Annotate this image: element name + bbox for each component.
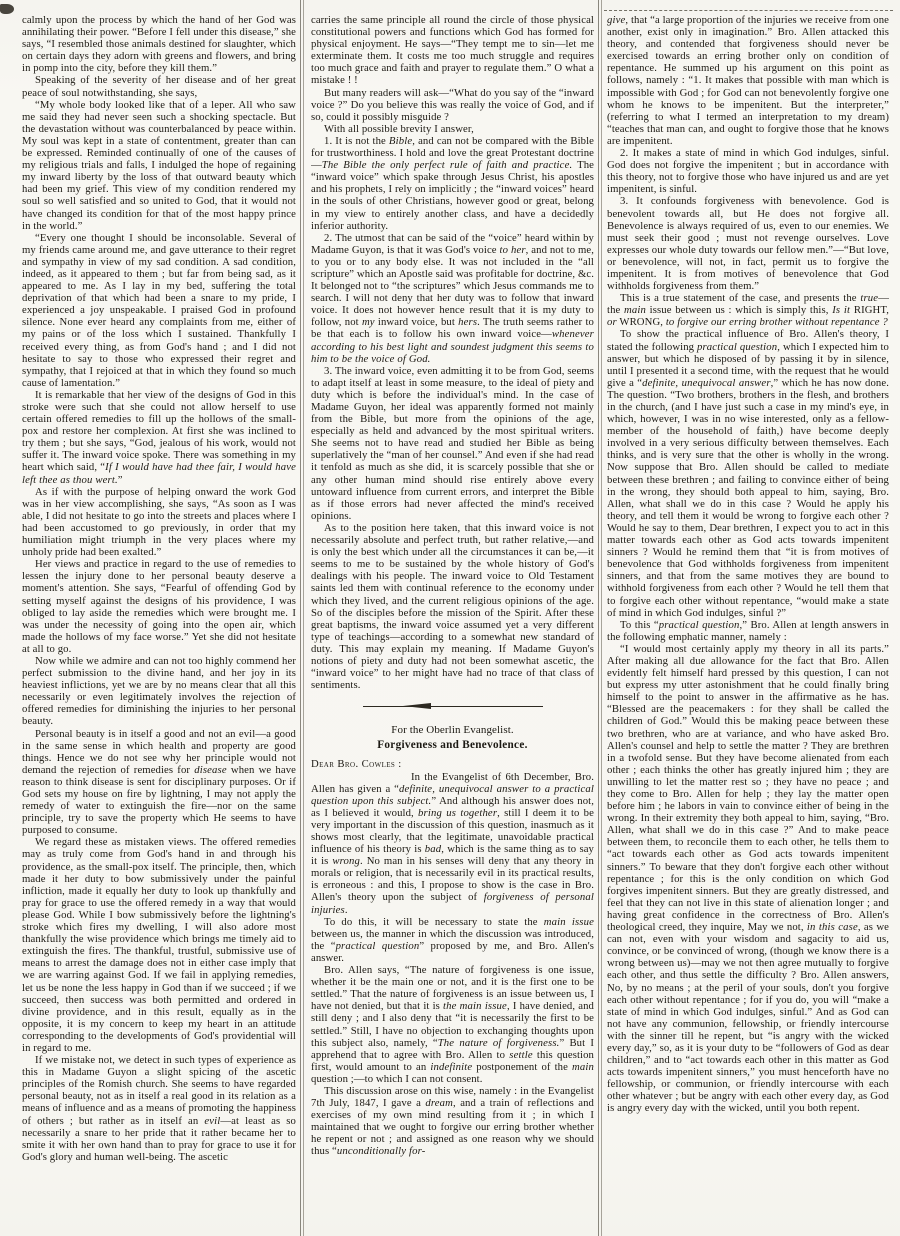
paragraph: give, that “a large proportion of the injuries we receive from one another, exist only in imagination.” Bro. Allen attacked this theory, and contended that forgiveness should never be exercised towards an erring brother only on condition of repentance. He summed up his argument on this point as follows, namely : “1. It makes that possible with man which is impossible with God ; for God can not benevolently forgive one whom he knows to be impenitent. But the interpreter,” (referring to what I termed an interpretation to my dream) “teaches that man can, and ought to forgive those that he knows are impenitent. [607, 14, 889, 147]
paragraph: Now while we admire and can not too highly commend her perfect submission to the divine hand, and her joy in its heaviest inflictions, yet we are by no means clear that all this necessarily or even legitimately involves the rejection of offered remedies for diminishing the injuries to her personal beauty. [22, 654, 296, 728]
paragraph: But many readers will ask—“What do you say of the “inward voice ?” Do you believe this was really the voice of God, and if so, could it possibly misguide ? [311, 86, 594, 123]
section-divider-rule [363, 702, 543, 712]
article-title: Forgiveness and Benevolence. [377, 739, 528, 752]
salutation: Dear Bro. Cowles : [311, 758, 402, 771]
paragraph: 3. The inward voice, even admitting it to be from God, seems to adapt itself at least in some measure, to the ideal of piety and duty which is before the individual's mind. In the case of Madame Guyon, her ideal was apparently formed not mainly from the Bible, but more from the opinions of the age, especially as held and advanced by the most spiritual writers. She seems not to have read and studied her Bible as being superlatively the “man of her counsel.” And even if she had read it tenfold as much as she did, it is scarcely possible that she or any other human mind should rise entirely above every untoward influence from current errors, and interpret the Bible as if those errors had never affected the mind's received opinions. [311, 364, 594, 522]
article-source-line: For the Oberlin Evangelist. [391, 724, 514, 737]
paragraph: 1. It is not the Bible, and can not be compared with the Bible for trustworthiness. I hold and love the great Protestant doctrine—The Bible the only perfect rule of faith and practice. The “inward voice” which spake through Jesus Christ, his apostles and his prophets, I rely on implicitly ; the “inward voices” heard in the souls of other Christians, however good or great, belong in my view to entirely another class, and have a decidedly inferior authority. [311, 134, 594, 232]
paragraph: As to the position here taken, that this inward voice is not necessarily absolute and perfect truth, but rather relative,—and is only the best which under all the circumstances it can be,—it seems to me to be sustained by the whole history of God's dealings with his people. The inward voice to Old Testament saints led them with continual reference to the economy under which they lived, and the current religious opinions of the age. So of the disciples before the mission of the Spirit. After these great baptisms, the inward voice assumed yet a very different type of teachings—according to a somewhat new standard of duty. This may explain my meaning. If Madame Guyon's notions of piety and duty had not been somewhat ascetic, the “inward voice” to her might have had no trace of that class of sentiments. [311, 521, 594, 692]
column-separator-rule [598, 0, 602, 1236]
paragraph: This is a true statement of the case, and presents the true—the main issue between us : which is simply this, Is it RIGHT, or WRONG, to forgive our erring brother without repentance ? [607, 292, 889, 329]
paragraph: It is remarkable that her view of the designs of God in this stroke were such that she could not allow herself to use certain offered remedies to fill up the hollows of the small-pox and restore her complexion. At first she was inclined to try them ; but she says, “God, jealous of his work, would not suffer it. The inward voice spoke. There was something in my heart which said, “If I would have had thee fair, I would have left thee as thou wert.” [22, 388, 296, 486]
column-1 [22, 14, 296, 1230]
paragraph: This discussion arose on this wise, namely : in the Evangelist 7th July, 1847, I gave a dream, and a train of reflections and exercises of my own mind resulting from it ; in which I maintained that we ought to forgive our erring brother whether he repent or not ; and assigned as one reason why we should thus “unconditionally for- [311, 1084, 594, 1158]
paragraph: 2. The utmost that can be said of the “voice” heard within by Madame Guyon, is that it was God's voice to her, and not to me, to you or to any body else. It was not included in the “all scripture” which an Apostle said was profitable for doctrine, &c. It belonged not to “the scriptures” which Jesus commands me to search. I will not deny that her duty was to follow that inward voice. It does not however hence result that it is my duty to follow, not my inward voice, but hers. The truth seems rather to be that each is to follow his own inward voice—whenever according to his best light and soundest judgment this seems to him to be the voice of God. [311, 231, 594, 365]
paragraph: Personal beauty is in itself a good and not an evil—a good in the same sense in which health and property are good things. Hence we do not see why her principle would not demand the rejection of remedies for disease when we have reason to think disease is sent for disciplinary purposes. Or if God sets my house on fire by lightning, I may not apply the remedy of water to extinguish the fire—nor on the same principle, try to save the property which He seems to have purposed to consume. [22, 727, 296, 837]
paragraph: “My whole body looked like that of a leper. All who saw me said they had never seen such a shocking spectacle. But the devastation without was counterbalanced by peace within. My soul was kept in a state of contentment, greater than can be expressed. Reminded continually of one of the causes of my religious trials and falls, I indulged the hope of regaining my inward liberty by the loss of that outward beauty which had been my grief. This view of my condition rendered my soul so well satisfied and so united to God, that it would not have changed its condition for that of the most happy prince in the world.” [22, 98, 296, 232]
paragraph: Her views and practice in regard to the use of remedies to lessen the injury done to her personal beauty deserve a moment's attention. She says, “Fearful of offending God by setting myself against the designs of his providence, I was obliged to lay aside the remedies which were brought me. I was under the necessity of going into the open air, which made the hollows of my face worse.” Yet she did not hesitate at all to go. [22, 558, 296, 655]
paragraph: To do this, it will be necessary to state the main issue between us, the manner in which the discussion was introduced, the “practical question” proposed by me, and Bro. Allen's answer. [311, 915, 594, 964]
paragraph: We regard these as mistaken views. The offered remedies may as truly come from God's hand in and through his providence, as the small-pox itself. The principle, then, which made it her duty to bow submissively under the painful infliction, made it equally her duty to look up thankfully and pray for grace to use the offered remedy in a way that would please God. While I bow submissively before the lightning's stroke which fires my dwelling, I will also adore most thankfully the wise providence which brings me timely aid to extinguish the fires. The thankful, trustful, submissive use of means to arrest the damage does not in either case imply that we are warring against God. If we fail in applying remedies, let us be none the less happy in God than if we succeed ; if we succeed, then success was both permitted and ordered in divine providence, and in this result, equally as in the opposite, it is my concern to keep my heart in an attitude corresponding to the developments of God's providential will in regard to me. [22, 836, 296, 1054]
paragraph: carries the same principle all round the circle of those physical constitutional powers and functions which God has formed for physical enjoyment. He says—“They tempt me to sin—let me exterminate them. It costs me too much struggle and requires too much grace and faith and prayer to regulate them.” O what a mistake ! ! [311, 14, 594, 87]
paragraph: “Every one thought I should be inconsolable. Several of my friends came around me, and gave utterance to their regret and sympathy in view of my sad condition. A sad condition, indeed, as it appeared to them ; but far from being sad, as it appeared to me. As I lay in my bed, suffering the total deprivation of that which had been a snare to my pride, I experienced a joy unspeakable. I praised God in profound silence. None ever heard any complaints from me, either of my pains or of the loss which I sustained. Thankfully I received every thing, as from God's hand ; and I did not hesitate to say to those who expressed their regret and sympathy, that I rejoiced at that in which they found so much cause of lamentation.” [22, 231, 296, 389]
column-separator-rule [300, 0, 304, 1236]
divider-arrow-icon [403, 703, 431, 709]
column-3 [607, 14, 889, 1230]
paragraph: As if with the purpose of helping onward the work God was in her view accomplishing, she says, “As soon as I was able, I did not hesitate to go into the streets and places where I had been accustomed to go previously, in order that my humiliation might triumph in the very places where my unholy pride had been exalted.” [22, 485, 296, 559]
paragraph: 3. It confounds forgiveness with benevolence. God is benevolent towards all, but He does not forgive all. Benevolence is always required of us, even to our enemies. We must seek their good ; must not revenge ourselves. Love expresses our whole duty towards our fellow men.”—“But love, or benevolence, will not, in fact, permit us to forgive the impenitent. It is from motives of benevolence that God withholds forgiveness from them.” [607, 195, 889, 293]
column-3-top-rule [604, 10, 893, 11]
letter-opening-paragraph: In the Evangelist of 6th December, Bro. Allen has given a “definite, unequivocal answer to a practical question upon this subject.” And although his answer does not, as I believed it would, bring us together, still I deem it to be very important in the discussion of this question, inasmuch as it shows most clearly, that the legitimate, unavoidable practical influence of his theory is bad, which is the same thing as to say it is wrong. No man in his senses will deny that any theory in morals or religion, that is necessarily evil in its practical results, is erroneous : and this, I propose to show is the case in Bro. Allen's theory upon the subject of forgiveness of personal injuries. [311, 770, 594, 916]
column-2 [311, 14, 594, 1230]
scan-artifact [0, 4, 14, 14]
paragraph: Bro. Allen says, “The nature of forgiveness is one issue, whether it be the main one or not, and it is the first one to be settled.” That the nature of forgiveness is an issue between us, I have not denied, but that it is the main issue, I have denied, and still deny ; and I also deny that “it is necessarily the first to be settled.” Still, I have no objection to exchanging thoughts upon this subject also, namely, “The nature of forgiveness.” But I apprehend that to agree with Bro. Allen to settle this question first, would amount to an indefinite postponement of the main question ;—to which I can not consent. [311, 964, 594, 1085]
paragraph: If we mistake not, we detect in such types of experience as this in Madame Guyon a slight spicing of the ascetic principles of the Romish church. She seems to have regarded personal beauty, not as in itself a real good in its relation as a means of influence and as a means of promoting the happiness of others ; but rather as in itself an evil—at least as so necessarily a snare to her pride that it rather became her to smite it with her own hand than to pray for grace to use it for God's glory and human well-being. The ascetic [22, 1054, 296, 1163]
paragraph: To show the practical influence of Bro. Allen's theory, I stated the following practical question, which I expected him to answer, but which he disposed of by passing it by in silence, until I presented it a second time, with the request that he would give a “definite, unequivocal answer,” which he has now done. The question. “Two brothers, brothers in the flesh, and brothers in the church, (and I have just such a case in my mind's eye, in which, however, I was in no wise interested, only as a fellow-member of the household of faith,) have become deeply involved in a very serious difficulty between themselves. Each thinks, and is very sure that the other is wholly in the wrong. Now suppose that Bro. Allen should be called to mediate between these brethren ; and failing to convince either of being in the wrong, they should both appeal to him, saying, Bro. Allen, what shall we do in this case ? Would he apply his theory, and tell them it would be wrong to forgive each other ? Would he say to them, Dear brethren, I expect you to act in this matter towards each other as God acts towards impenitent sinners ? Would he remind them that “it is from motives of benevolence that God withholds forgiveness from impenitent sinners, and that from the same motives they are bound to withhold forgiveness from each other ? Would he tell them that to forgive each other without repentance, “would make a state of mind in which God indulges, sinful ?” [607, 328, 889, 619]
paragraph: With all possible brevity I answer, [324, 122, 474, 135]
paragraph: Speaking of the severity of her disease and of her great peace of soul notwithstanding, she says, [22, 74, 296, 99]
paragraph: To this “practical question,” Bro. Allen at length answers in the following emphatic manner, namely : [607, 618, 889, 643]
paragraph: “I would most certainly apply my theory in all its parts.” After making all due allowance for the fact that Bro. Allen evidently felt himself hard pressed by this question, I can not but express my utter astonishment that he could finally bring himself to the point to answer in the affirmative as he has. “Blessed are the peacemakers : for they shall be called the children of God.” Would this be making peace between these two brethren, who are at variance, and who have asked Bro. Allen's counsel and help to settle the matter ? They are brethren in a twofold sense. But they have become alienated from each other ; each thinks the other has greatly injured him ; they are unwilling to let the matter rest so ; they have no peace ; and they come to Bro. Allen for help ; they lay the matter open before him ; he labors in vain to convince either of being in the wrong. In their extremity they both appeal to him, saying, “Bro. Allen, what shall we do in this case ?” And to make peace between them, to reconcile them to each other, he tells them to “act towards each other as God acts towards impenitent sinners.” To beware that they don't forgive each other without repentance ; for this is the only condition on which God forgives impenitent sinners. But they are greatly distressed, and feel that they can not live in this state of alienation longer ; and having great confidence in the correctness of Bro. Allen's theological creed, they inquire, May we not, in this case, as we can not, even with your wisdom and sagacity to aid us, convince, or be convinced of wrong, (though we know there is a wrong between us)—may we not then agree mutually to forgive each other, and thus settle the difficulty ? Bro. Allen answers, No, by no means ; at the peril of your souls, don't you forgive each other without repentance ; for if you do, you will “make a state of mind in which God indulges, sinful.” And as God can not have any communion, fellowship, or friendly intercourse with the sinner till he repent, but “is angry with the wicked every day,” so, as it is your duty to be “followers of God as dear children,” and to “act towards each other in this matter as God acts towards impenitent sinners,” you must henceforth have no fellowship, or communion, or friendly intercourse with each other whatever ; but be angry with each other every day, as God is angry every day with the wicked, until you both repent. [607, 642, 889, 1115]
paragraph: 2. It makes a state of mind in which God indulges, sinful. God does not forgive the impenitent ; but in accordance with this theory, not to forgive those who have injured us and are yet impenitent, is sinful. [607, 147, 889, 196]
paragraph: calmly upon the process by which the hand of her God was annihilating their power. “Before I fell under this disease,” she says, “I resembled those animals destined for slaughter, which on certain days they adorn with greens and flowers, and bring in pomp into the city, before they kill them.” [22, 14, 296, 75]
